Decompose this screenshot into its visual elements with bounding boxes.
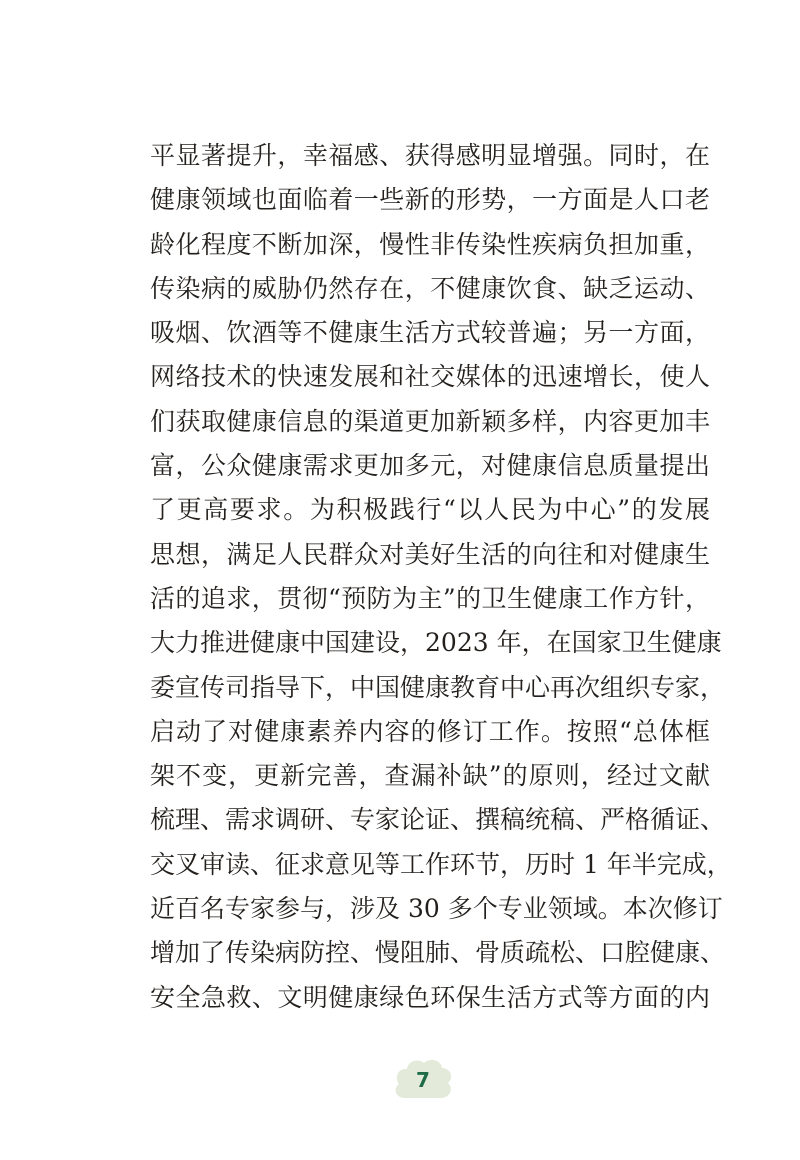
- text-line-9: 了更高要求。为积极践行“以人民为中心”的发展: [150, 495, 710, 525]
- text-line-19: 增加了传染病防控、慢阻肺、骨质疏松、口腔健康、: [150, 938, 726, 968]
- text-line-14: 启动了对健康素养内容的修订工作。按照“总体框: [150, 716, 710, 746]
- text-line-17: 交叉审读、征求意见等工作环节，历时 1 年半完成，: [150, 849, 732, 879]
- text-line-18: 近百名专家参与，涉及 30 多个专业领域。本次修订: [150, 894, 723, 924]
- text-line-7: 们获取健康信息的渠道更加新颖多样，内容更加丰: [150, 406, 710, 436]
- text-line-11: 活的追求，贯彻“预防为主”的卫生健康工作方针，: [150, 583, 710, 613]
- text-line-5: 吸烟、饮酒等不健康生活方式较普遍；另一方面，: [150, 318, 710, 348]
- body-paragraph: [150, 134, 732, 1020]
- text-line-12: 大力推进健康中国建设，2023 年，在国家卫生健康: [150, 628, 722, 658]
- text-line-1: 平显著提升，幸福感、获得感明显增强。同时，在: [150, 141, 710, 170]
- text-line-3: 龄化程度不断加深，慢性非传染性疾病负担加重，: [150, 229, 710, 259]
- text-line-2: 健康领域也面临着一些新的形势，一方面是人口老: [150, 185, 710, 215]
- page-number: 7: [416, 1068, 430, 1092]
- text-line-4: 传染病的威胁仍然存在，不健康饮食、缺乏运动、: [150, 273, 710, 303]
- text-line-10: 思想，满足人民群众对美好生活的向往和对健康生: [150, 539, 710, 569]
- text-line-20: 安全急救、文明健康绿色环保生活方式等方面的内: [150, 982, 710, 1012]
- text-line-8: 富，公众健康需求更加多元，对健康信息质量提出: [150, 451, 710, 481]
- text-line-6: 网络技术的快速发展和社交媒体的迅速增长，使人: [150, 362, 710, 392]
- text-line-13: 委宣传司指导下，中国健康教育中心再次组织专家，: [150, 672, 726, 702]
- text-line-15: 架不变，更新完善，查漏补缺”的原则，经过文献: [150, 761, 710, 791]
- text-line-16: 梳理、需求调研、专家论证、撰稿统稿、严格循证、: [150, 805, 726, 835]
- page-number-badge: [391, 1054, 455, 1106]
